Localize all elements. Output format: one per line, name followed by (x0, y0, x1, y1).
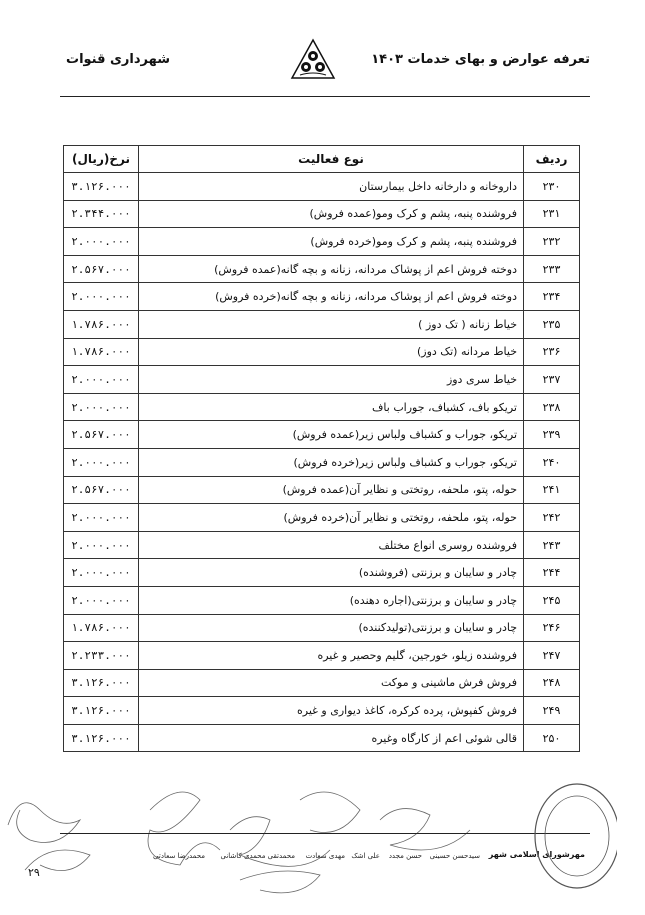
rate-cell: ۲.۵۶۷.۰۰۰ (64, 476, 139, 504)
row-number-cell: ۲۴۷ (524, 642, 580, 670)
table-row (64, 366, 580, 394)
page-header (60, 40, 590, 85)
rate-cell: ۲.۰۰۰.۰۰۰ (64, 531, 139, 559)
activity-cell: فروش کفپوش، پرده کرکره، کاغذ دیواری و غیره (139, 697, 524, 725)
document-title: تعرفه عوارض و بهای خدمات ۱۴۰۳ (371, 52, 590, 67)
table-row (64, 448, 580, 476)
activity-cell: تریکو، جوراب و کشباف ولباس زیر(عمده فروش) (139, 421, 524, 449)
activity-cell: خیاط مردانه (تک دوز) (139, 338, 524, 366)
rate-cell: ۲.۵۶۷.۰۰۰ (64, 255, 139, 283)
rate-cell: ۲.۰۰۰.۰۰۰ (64, 366, 139, 394)
signatory-name: سیدحسن حسینی (429, 852, 480, 860)
activity-cell: فروش فرش ماشینی و موکت (139, 669, 524, 697)
row-number-cell: ۲۳۲ (524, 228, 580, 256)
page-number: ۲۹ (28, 866, 40, 879)
rate-cell: ۲.۰۰۰.۰۰۰ (64, 586, 139, 614)
activity-cell: خیاط زنانه ( تک دوز ) (139, 310, 524, 338)
signatory-name: محمدرضا سعادتی (153, 852, 205, 860)
activity-cell: خیاط سری دوز (139, 366, 524, 394)
signatory-names (153, 852, 480, 866)
table-row (64, 310, 580, 338)
activity-cell: فروشنده روسری انواع مختلف (139, 531, 524, 559)
rate-cell: ۳.۱۲۶.۰۰۰ (64, 669, 139, 697)
activity-cell: دوخته فروش اعم از پوشاک مردانه، زنانه و بچه گانه(عمده فروش) (139, 255, 524, 283)
rate-cell: ۳.۱۲۶.۰۰۰ (64, 724, 139, 752)
table-row (64, 559, 580, 587)
council-label: مهرشورای اسلامی شهر (488, 850, 585, 859)
rate-cell: ۲.۳۴۴.۰۰۰ (64, 200, 139, 228)
signatory-name: علی اشک (351, 852, 380, 860)
activity-cell: چادر و سایبان و برزنتی (فروشنده) (139, 559, 524, 587)
rate-cell: ۱.۷۸۶.۰۰۰ (64, 338, 139, 366)
table-row (64, 200, 580, 228)
row-number-cell: ۲۳۱ (524, 200, 580, 228)
table-row (64, 614, 580, 642)
rate-cell: ۲.۰۰۰.۰۰۰ (64, 448, 139, 476)
table-row (64, 586, 580, 614)
table-row (64, 173, 580, 201)
table-body (64, 173, 580, 752)
rate-cell: ۳.۱۲۶.۰۰۰ (64, 697, 139, 725)
row-number-cell: ۲۴۳ (524, 531, 580, 559)
row-number-header: ردیف (524, 146, 580, 173)
row-number-cell: ۲۳۴ (524, 283, 580, 311)
signatory-name: محمدتقی محمدی کاشانی (220, 852, 295, 860)
row-number-cell: ۲۴۶ (524, 614, 580, 642)
table-row (64, 724, 580, 752)
row-number-cell: ۲۴۰ (524, 448, 580, 476)
activity-cell: دوخته فروش اعم از پوشاک مردانه، زنانه و بچه گانه(خرده فروش) (139, 283, 524, 311)
activity-cell: تریکو باف، کشباف، جوراب باف (139, 393, 524, 421)
activity-header: نوع فعالیت (139, 146, 524, 173)
footer-divider (60, 833, 590, 834)
municipality-logo (288, 38, 338, 82)
activity-cell: فروشنده زیلو، خورجین، گلیم وحصیر و غیره (139, 642, 524, 670)
rate-header: نرخ(ریال) (64, 146, 139, 173)
table-row (64, 476, 580, 504)
table-header-row (64, 146, 580, 173)
row-number-cell: ۲۳۶ (524, 338, 580, 366)
table-row (64, 255, 580, 283)
rate-cell: ۲.۰۰۰.۰۰۰ (64, 504, 139, 532)
activity-cell: داروخانه و دارخانه داخل بیمارستان (139, 173, 524, 201)
row-number-cell: ۲۴۱ (524, 476, 580, 504)
activity-cell: فروشنده پنبه، پشم و کرک ومو(عمده فروش) (139, 200, 524, 228)
rate-cell: ۳.۱۲۶.۰۰۰ (64, 173, 139, 201)
rate-cell: ۲.۰۰۰.۰۰۰ (64, 559, 139, 587)
signatory-name: حسن مجدد (388, 852, 422, 860)
rate-cell: ۲.۲۳۳.۰۰۰ (64, 642, 139, 670)
row-number-cell: ۲۳۵ (524, 310, 580, 338)
rate-cell: ۲.۰۰۰.۰۰۰ (64, 228, 139, 256)
row-number-cell: ۲۴۵ (524, 586, 580, 614)
activity-cell: حوله، پتو، ملحفه، روتختی و نظایر آن(خرده فروش) (139, 504, 524, 532)
tariff-table (63, 145, 580, 752)
row-number-cell: ۲۳۹ (524, 421, 580, 449)
row-number-cell: ۲۴۴ (524, 559, 580, 587)
table-row (64, 283, 580, 311)
row-number-cell: ۲۵۰ (524, 724, 580, 752)
table-row (64, 421, 580, 449)
rate-cell: ۲.۵۶۷.۰۰۰ (64, 421, 139, 449)
row-number-cell: ۲۳۷ (524, 366, 580, 394)
activity-cell: تریکو، جوراب و کشباف ولباس زیر(خرده فروش) (139, 448, 524, 476)
table-row (64, 642, 580, 670)
table-row (64, 504, 580, 532)
row-number-cell: ۲۴۸ (524, 669, 580, 697)
header-divider (60, 96, 590, 97)
organization-name: شهرداری قنوات (66, 52, 170, 67)
signatory-name: مهدی سعادت (305, 852, 345, 860)
activity-cell: حوله، پتو، ملحفه، روتختی و نظایر آن(عمده فروش) (139, 476, 524, 504)
row-number-cell: ۲۴۹ (524, 697, 580, 725)
table-row (64, 669, 580, 697)
council-stamp (522, 780, 617, 892)
rate-cell: ۱.۷۸۶.۰۰۰ (64, 310, 139, 338)
table-row (64, 697, 580, 725)
table-row (64, 228, 580, 256)
table-row (64, 531, 580, 559)
row-number-cell: ۲۳۸ (524, 393, 580, 421)
row-number-cell: ۲۳۳ (524, 255, 580, 283)
rate-cell: ۲.۰۰۰.۰۰۰ (64, 393, 139, 421)
rate-cell: ۱.۷۸۶.۰۰۰ (64, 614, 139, 642)
activity-cell: قالی شوئی اعم از کارگاه وغیره (139, 724, 524, 752)
table-row (64, 338, 580, 366)
row-number-cell: ۲۴۲ (524, 504, 580, 532)
rate-cell: ۲.۰۰۰.۰۰۰ (64, 283, 139, 311)
activity-cell: چادر و سایبان و برزنتی(تولیدکننده) (139, 614, 524, 642)
activity-cell: چادر و سایبان و برزنتی(اجاره دهنده) (139, 586, 524, 614)
activity-cell: فروشنده پنبه، پشم و کرک ومو(خرده فروش) (139, 228, 524, 256)
table-row (64, 393, 580, 421)
row-number-cell: ۲۳۰ (524, 173, 580, 201)
